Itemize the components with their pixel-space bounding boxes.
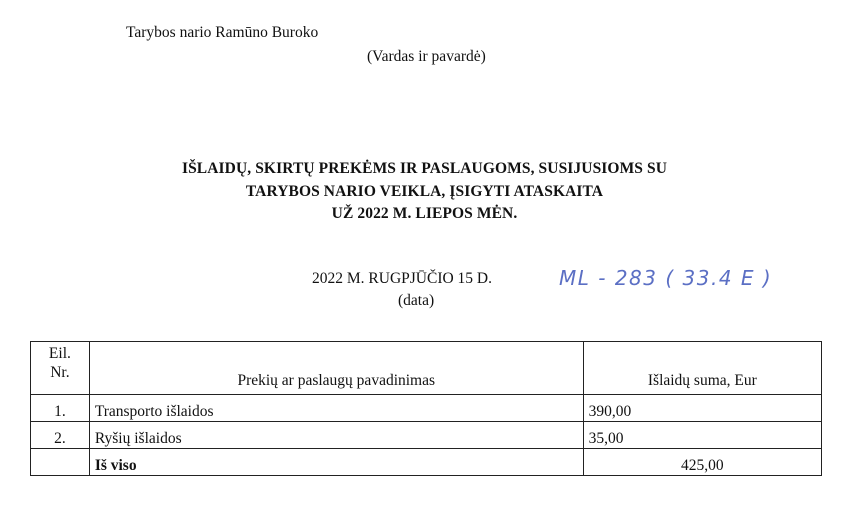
total-label: Iš viso xyxy=(89,449,583,476)
row-number: 2. xyxy=(31,422,90,449)
header-item-name: Prekių ar paslaugų pavadinimas xyxy=(89,342,583,395)
header-nr-line-1: Eil. xyxy=(48,345,71,362)
council-member-name: Tarybos nario Ramūno Buroko xyxy=(126,24,319,41)
table-total-row xyxy=(31,449,822,476)
row-expense-sum: 35,00 xyxy=(583,422,821,449)
table-header-row xyxy=(31,342,822,395)
table-row xyxy=(31,422,822,449)
report-date: 2022 M. RUGPJŪČIO 15 D. xyxy=(312,270,492,287)
row-number: 1. xyxy=(31,395,90,422)
expense-table xyxy=(30,341,822,476)
row-item-name: Ryšių išlaidos xyxy=(89,422,583,449)
header-nr-line-2: Nr. xyxy=(50,364,70,381)
report-title-line-1: IŠLAIDŲ, SKIRTŲ PREKĖMS IR PASLAUGOMS, SUSIJUSIOMS SU xyxy=(181,160,668,177)
header-expense-sum: Išlaidų suma, Eur xyxy=(583,342,821,395)
total-row-number xyxy=(31,449,90,476)
handwritten-note: ML - 283 ( 33.4 E ) xyxy=(559,266,773,290)
report-title-line-3: UŽ 2022 M. LIEPOS MĖN. xyxy=(331,205,518,222)
table-row xyxy=(31,395,822,422)
row-expense-sum: 390,00 xyxy=(583,395,821,422)
row-item-name: Transporto išlaidos xyxy=(89,395,583,422)
header-row-number xyxy=(31,342,90,395)
date-caption: (data) xyxy=(398,292,435,309)
total-expense-sum: 425,00 xyxy=(583,449,821,476)
report-title-line-2: TARYBOS NARIO VEIKLA, ĮSIGYTI ATASKAITA xyxy=(245,183,604,200)
name-caption: (Vardas ir pavardė) xyxy=(367,48,486,65)
